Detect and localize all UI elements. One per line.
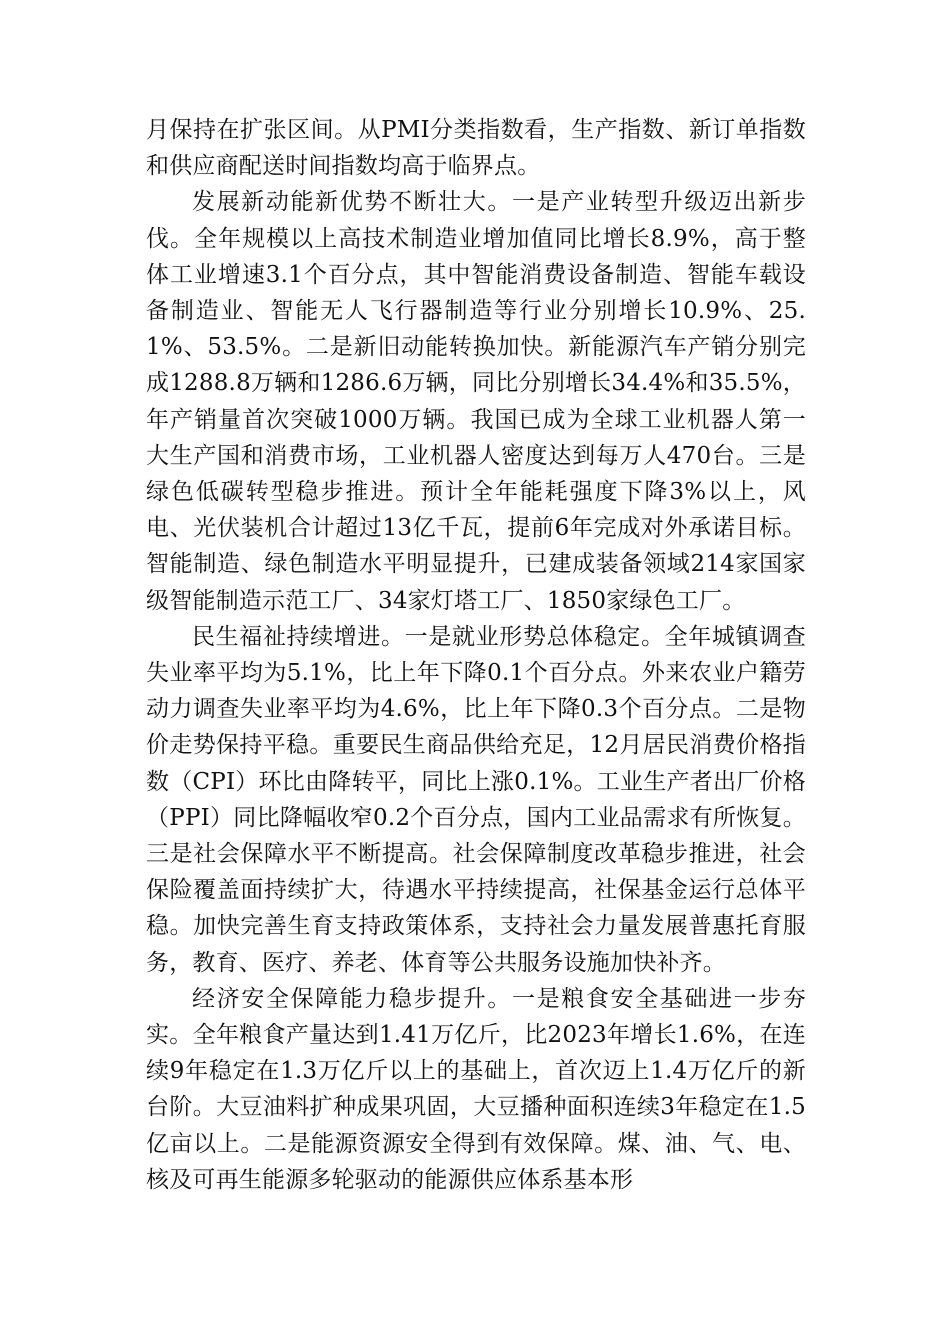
paragraph-new-momentum: 发展新动能新优势不断壮大。一是产业转型升级迈出新步伐。全年规模以上高技术制造业增加值同比增长8.9%，高于整体工业增速3.1个百分点，其中智能消费设备制造、智能车载设备制造业、智能无人飞行器制造等行业分别增长10.9%、25.1%、53.5%。二是新旧动能转换加快。新能源汽车产销分别完成1288.8万辆和1286.6万辆，同比分别增长34.4%和35.5%，年产销量首次突破1000万辆。我国已成为全球工业机器人第一大生产国和消费市场，工业机器人密度达到每万人470台。三是绿色低碳转型稳步推进。预计全年能耗强度下降3%以上，风电、光伏装机合计超过13亿千瓦，提前6年完成对外承诺目标。智能制造、绿色制造水平明显提升，已建成装备领域214家国家级智能制造示范工厂、34家灯塔工厂、1850家绿色工厂。: [146, 189, 806, 614]
paragraph-pmi: 月保持在扩张区间。从PMI分类指数看，生产指数、新订单指数和供应商配送时间指数均高于临界点。: [146, 117, 806, 180]
document-page: [146, 112, 806, 1198]
paragraph-livelihood: 民生福祉持续增进。一是就业形势总体稳定。全年城镇调查失业率平均为5.1%，比上年下降0.1个百分点。外来农业户籍劳动力调查失业率平均为4.6%，比上年下降0.3个百分点。二是物价走势保持平稳。重要民生商品供给充足，12月居民消费价格指数（CPI）环比由降转平，同比上涨0.1%。工业生产者出厂价格（PPI）同比降幅收窄0.2个百分点，国内工业品需求有所恢复。三是社会保障水平不断提高。社会保障制度改革稳步推进，社会保险覆盖面持续扩大，待遇水平持续提高，社保基金运行总体平稳。加快完善生育支持政策体系，支持社会力量发展普惠托育服务，教育、医疗、养老、体育等公共服务设施加快补齐。: [146, 623, 806, 976]
paragraph-economic-security: 经济安全保障能力稳步提升。一是粮食安全基础进一步夯实。全年粮食产量达到1.41万亿斤，比2023年增长1.6%，在连续9年稳定在1.3万亿斤以上的基础上，首次迈上1.4万亿斤的新台阶。大豆油料扩种成果巩固，大豆播种面积连续3年稳定在1.5亿亩以上。二是能源资源安全得到有效保障。煤、油、气、电、核及可再生能源多轮驱动的能源供应体系基本形: [146, 985, 806, 1193]
